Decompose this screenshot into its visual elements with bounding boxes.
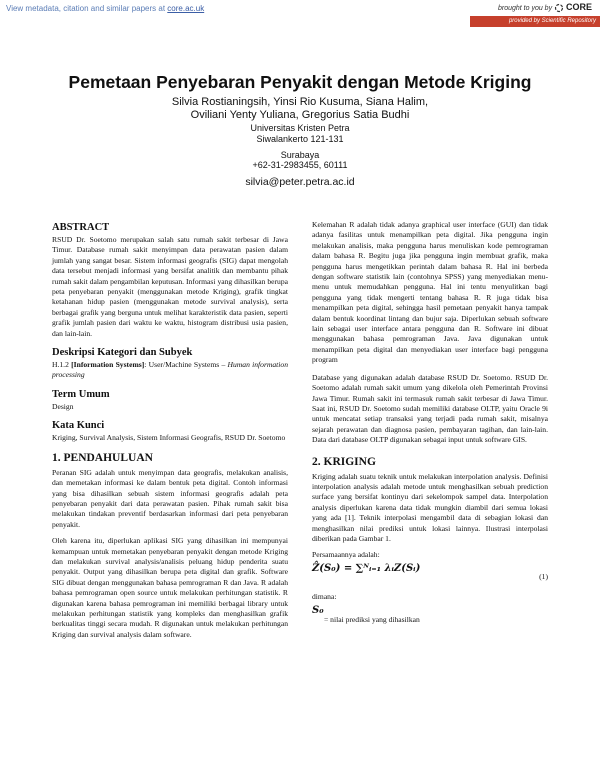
categories-heading: Deskripsi Kategori dan Subyek <box>52 347 193 359</box>
authors-line-1: Silvia Rostianingsih, Yinsi Rio Kusuma, Siana Halim, <box>171 96 429 108</box>
section-2-heading: 2. KRIGING <box>312 455 376 468</box>
categories-rest: : User/Machine Systems – <box>144 360 228 370</box>
metadata-prefix: View metadata, citation and similar papers at <box>6 4 168 13</box>
affiliation-phone: +62-31-2983455, 60111 <box>252 160 348 170</box>
authors-line-2: Oviliani Yenty Yuliana, Gregorius Satia Budhi <box>190 109 410 121</box>
right-paragraph-2: Database yang digunakan adalah database RSUD Dr. Soetomo. RSUD Dr. Soetomo adalah rumah sakit umum yang dikelola oleh Pemerintah Provinsi Jawa Timur. Rumah sakit ini termasuk rumah sakit terbesar di Jawa Timur. Saat ini, RSUD Dr. Soetomo sudah memiliki database OLTP, yaitu Oracle 9i untuk mencatat setiap transaksi yang terjadi pada rumah sakit, misalnya sejarah perawatan dan diagnosa pasien, pembayaran tagihan, dan lain-lain. Data dari database OLTP digunakan sebagai input untuk software GIS. <box>312 372 548 445</box>
abstract-heading: ABSTRACT <box>52 222 110 233</box>
where-label: dimana: <box>312 591 337 601</box>
terms-text: Design <box>52 401 74 411</box>
terms-heading: Term Umum <box>52 388 110 400</box>
core-logo-icon <box>554 3 564 13</box>
categories-text <box>52 360 288 381</box>
equation-number: (1) <box>539 571 548 581</box>
core-link[interactable]: core.ac.uk <box>167 4 205 13</box>
section-2-paragraph: Kriging adalah suatu teknik untuk melakukan interpolation analysis. Definisi interpolation analysis adalah metode untuk menghasilkan sebuah prediction surface yang bersifat kontinyu dari sekelompok sampel data. Interpolation analysis diperlukan karena data tidak mungkin diambil dari semua lokasi yang ada [1]. Teknik interpolasi mengambil data di sebagian lokasi dan menghasilkan nilai prediksi untuk lokasi lainnya. Ilustrasi interpolasi diberikan pada Gambar 1. <box>312 471 548 543</box>
keywords-heading: Kata Kunci <box>52 420 105 432</box>
right-paragraph-1: Kelemahan R adalah tidak adanya graphical user interface (GUI) dan tidak adanya fasilitas untuk menampilkan peta digital. Jika pengguna ingin melakukan analisis, maka pengguna harus menuliskan kode pemrograman dalam bahasa R. Begitu juga jika pengguna ingin membuat grafik, maka pengguna harus mengetikkan perintah dalam bahasa R. Hal ini berbeda dengan software statistik lain (contohnya SPSS) yang menyediakan menu-menu untuk memudahkan pengguna. Hal ini tentu menyulitkan bagi pengguna yang tidak mengerti tentang bahasa R. R juga tidak bisa menampilkan peta digital, sehingga hasil pemetaan penyakit hanya tampak dalam bentuk koordinat lintang dan bujur saja. Diperlukan sebuah software lain sebagai user interface antara pengguna dan R. Software ini dibuat menggunakan bahasa pemrograman Java. Java digunakan untuk menampilkan peta digital dan menyediakan user interface bagi pengguna program <box>312 220 548 365</box>
variable-description: = nilai prediksi yang dihasilkan <box>324 614 420 624</box>
section-1-paragraph-2: Oleh karena itu, diperlukan aplikasi SIG yang dihasilkan ini mempunyai kemampuan untuk memetakan penyebaran penyakit dengan metode Kriging dan melakukan survival analysis/analisis peluang hidup penderita suatu penyakit. Output yang dihasilkan berupa peta digital dan grafik. Software SIG dibuat dengan menggunakan bahasa pemrograman R dan Java. R adalah bahasa pemrograman open source untuk melakukan perhitungan statistik. R digunakan karena bahasa pemrograman ini memiliki berbagai library untuk melakukan perhitungan statistik yang kompleks dan menghasilkan grafik berkualitas tinggi secara mudah. R digunakan untuk melakukan perhitungan Kriging dan survival analysis dalam software. <box>52 536 288 639</box>
right-column <box>312 220 548 625</box>
top-banner <box>0 0 600 26</box>
categories-italic: Human information processing <box>52 360 288 380</box>
section-1-heading: 1. PENDAHULUAN <box>52 451 153 464</box>
variable-definition <box>312 606 548 625</box>
affiliation-university: Universitas Kristen Petra <box>250 123 350 133</box>
abstract-text: RSUD Dr. Soetomo merupakan salah satu rumah sakit terbesar di Jawa Timur. Database rumah sakit menyimpan data perawatan pasien dalam jumlah yang sangat besar. Sistem informasi geografis (SIG) dapat mengolah data tersebut menjadi informasi yang bersifat analitik dan membantu pihak rumah sakit dalam pengambilan keputusan. Informasi yang dihasilkan berupa peta penyebaran penyakit (menggunakan metode Kriging), grafik tingkat ketahanan hidup pasien (menggunakan metode survival analysis), serta berbagai grafik yang berguna untuk melihat karakteristik data pasien, seperti grafik jumlah pasien dari waktu ke waktu, histogram distribusi usia pasien, dan lain-lain. <box>52 235 288 338</box>
author-email: silvia@peter.petra.ac.id <box>245 176 355 188</box>
kriging-equation: Ẑ(S₀) = ∑ᴺᵢ₌₁ λᵢZ(Sᵢ) <box>312 562 421 574</box>
core-label: CORE <box>565 2 592 12</box>
affiliation-city: Surabaya <box>280 150 320 160</box>
brought-by-text: brought to you by <box>497 5 553 12</box>
paper-title: Pemetaan Penyebaran Penyakit dengan Metode Kriging <box>68 72 532 92</box>
categories-code: H.1.2 <box>52 360 72 370</box>
core-metadata-link-text <box>6 4 204 13</box>
keywords-text: Kriging, Survival Analysis, Sistem Informasi Geografis, RSUD Dr. Soetomo <box>52 433 286 443</box>
equation-intro: Persamaannya adalah: <box>312 550 380 560</box>
equation-row <box>312 564 548 586</box>
categories-bold: [Information Systems] <box>71 360 145 370</box>
variable-symbol: S₀ <box>312 605 324 617</box>
affiliation-street: Siwalankerto 121-131 <box>256 134 344 144</box>
core-brand[interactable] <box>498 2 592 13</box>
provided-by-bar: provided by Scientific Repository <box>470 16 600 27</box>
section-1-paragraph-1: Peranan SIG adalah untuk menyimpan data geografis, melakukan analisis, dan memetakan informasi ke dalam bentuk peta digital. Contoh informasi yang bisa dihasilkan sebuah sistem informasi geografis adalah peta penyebaran penyakit dari data perawatan pasien. Pihak rumah sakit bisa melakukan tindakan preventif berdasarkan informasi dari peta penyebaran penyakit. <box>52 467 288 529</box>
left-column <box>52 222 288 640</box>
